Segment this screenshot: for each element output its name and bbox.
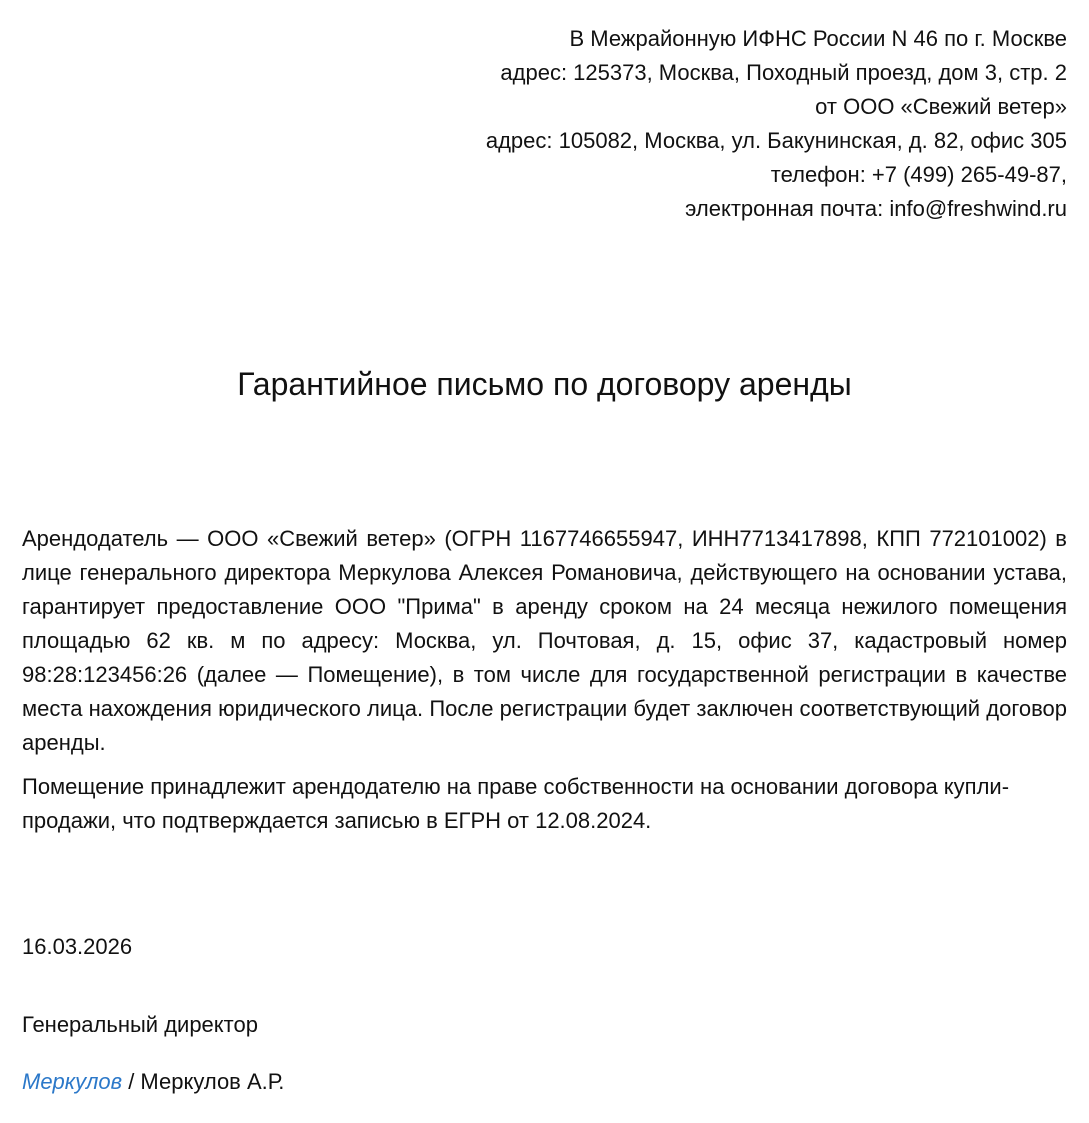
- document-body: [22, 522, 1067, 838]
- addressee-line-inspectorate-address: адрес: 125373, Москва, Походный проезд, дом 3, стр. 2: [500, 60, 1067, 85]
- sender-line-email: электронная почта: info@freshwind.ru: [685, 196, 1067, 221]
- paragraph-guarantee: Арендодатель — ООО «Свежий ветер» (ОГРН 1167746655947, ИНН7713417898, КПП 772101002) в лице генерального директора Меркулова Алексея Романовича, действующего на основании устава, гарантирует предоставление ООО "Прима" в аренду сроком на 24 месяца нежилого помещения площадью 62 кв. м по адресу: Москва, ул. Почтовая, д. 15, офис 37, кадастровый номер 98:28:123456:26 (далее — Помещение), в том числе для государственной регистрации в качестве места нахождения юридического лица. После регистрации будет заключен соответствующий договор аренды.: [22, 526, 1067, 755]
- signature-block: [22, 1065, 284, 1099]
- sender-line-phone: телефон: +7 (499) 265-49-87,: [770, 162, 1067, 187]
- sender-line-address: адрес: 105082, Москва, ул. Бакунинская, д. 82, офис 305: [485, 128, 1067, 153]
- addressee-block: [486, 22, 1067, 226]
- paragraph-ownership: Помещение принадлежит арендодателю на праве собственности на основании договора купли-продажи, что подтверждается записью в ЕГРН от 12.08.2024.: [22, 774, 1010, 833]
- document-date: 16.03.2026: [22, 934, 133, 959]
- addressee-line-inspectorate: В Межрайонную ИФНС России N 46 по г. Москве: [569, 26, 1067, 51]
- signer-position: Генеральный директор: [22, 1012, 258, 1037]
- document-title: Гарантийное письмо по договору аренды: [237, 366, 852, 402]
- signer-name: Меркулов А.Р.: [140, 1069, 285, 1094]
- signature-separator: /: [122, 1069, 141, 1094]
- handwritten-signature: Меркулов: [22, 1069, 123, 1094]
- sender-line-company: от ООО «Свежий ветер»: [815, 94, 1067, 119]
